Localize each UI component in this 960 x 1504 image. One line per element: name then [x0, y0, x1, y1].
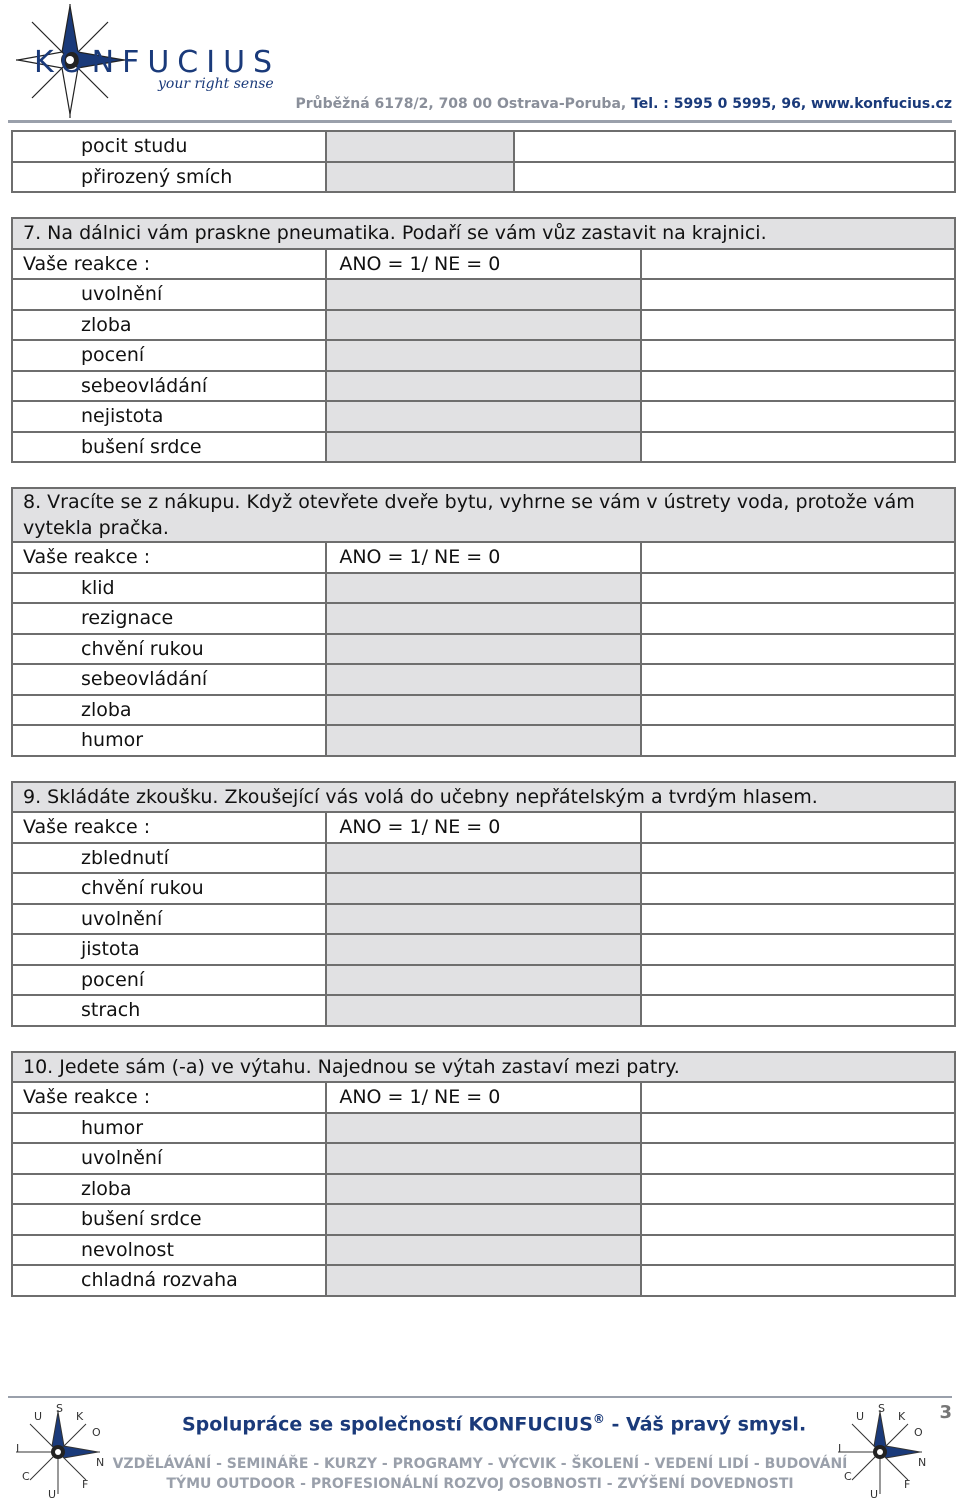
svg-text:I: I: [16, 1442, 20, 1455]
svg-text:K: K: [76, 1410, 84, 1423]
answer-heading: ANO = 1/ NE = 0: [326, 812, 640, 843]
table-row: [12, 995, 955, 1026]
note-cell[interactable]: [641, 664, 955, 695]
table-row: [12, 1265, 955, 1296]
reaction-label: chvění rukou: [12, 873, 326, 904]
note-cell: [641, 542, 955, 573]
note-cell[interactable]: [641, 725, 955, 756]
answer-cell[interactable]: [326, 310, 640, 341]
question-table-7: [11, 217, 956, 463]
answer-cell[interactable]: [326, 573, 640, 604]
footer-slogan: - Váš pravý smysl.: [604, 1413, 807, 1436]
answer-cell[interactable]: [326, 1174, 640, 1205]
reaction-heading: Vaše reakce :: [12, 812, 326, 843]
question-text: 9. Skládáte zkoušku. Zkoušející vás volá do učebny nepřátelským a tvrdým hlasem.: [12, 782, 955, 813]
question-row: [12, 782, 955, 813]
note-cell[interactable]: [641, 401, 955, 432]
table-row: [12, 934, 955, 965]
reaction-label: pocení: [12, 965, 326, 996]
note-cell[interactable]: [641, 1265, 955, 1296]
table-row: [12, 1143, 955, 1174]
answer-cell[interactable]: [326, 1235, 640, 1266]
table-row: [12, 1235, 955, 1266]
svg-text:N: N: [918, 1456, 927, 1469]
table-row: [12, 310, 955, 341]
table-row: [12, 1174, 955, 1205]
page-header: [0, 0, 960, 125]
answer-cell[interactable]: [326, 603, 640, 634]
svg-text:U: U: [870, 1488, 879, 1500]
svg-text:F: F: [82, 1478, 89, 1491]
svg-text:U: U: [34, 1410, 43, 1423]
answer-cell[interactable]: [326, 873, 640, 904]
footer-services-line-2: TÝMU OUTDOOR - PROFESIONÁLNÍ ROZVOJ OSOBNOSTI - ZVÝŠENÍ DOVEDNOSTI: [166, 1476, 794, 1492]
question-table-10: [11, 1051, 956, 1297]
note-cell[interactable]: [641, 873, 955, 904]
reaction-label: strach: [12, 995, 326, 1026]
answer-cell[interactable]: [326, 432, 640, 463]
answer-cell[interactable]: [326, 634, 640, 665]
reaction-heading: Vaše reakce :: [12, 542, 326, 573]
reaction-label: klid: [12, 573, 326, 604]
reaction-label: humor: [12, 1113, 326, 1144]
table-row: [12, 1113, 955, 1144]
svg-text:S: S: [56, 1404, 63, 1415]
answer-cell[interactable]: [326, 1204, 640, 1235]
answer-cell[interactable]: [326, 725, 640, 756]
answer-cell[interactable]: [326, 695, 640, 726]
note-cell: [641, 249, 955, 280]
reaction-label: humor: [12, 725, 326, 756]
table-row: [12, 131, 955, 162]
reaction-label: uvolnění: [12, 904, 326, 935]
table-row: [12, 340, 955, 371]
konfucius-logo: [8, 2, 308, 120]
table-row: [12, 573, 955, 604]
answer-cell[interactable]: [326, 340, 640, 371]
table-row: [12, 371, 955, 402]
svg-text:your right sense: your right sense: [158, 76, 274, 92]
reaction-header-row: [12, 1082, 955, 1113]
footer-divider: [8, 1396, 952, 1398]
answer-heading: ANO = 1/ NE = 0: [326, 249, 640, 280]
table-row: [12, 843, 955, 874]
note-cell[interactable]: [641, 695, 955, 726]
reaction-label: sebeovládání: [12, 371, 326, 402]
svg-text:KONFUCIUS: KONFUCIUS: [34, 45, 281, 80]
reaction-label: zloba: [12, 695, 326, 726]
answer-cell[interactable]: [326, 162, 514, 193]
questionnaire: [11, 130, 956, 1297]
footer-title: [182, 1412, 806, 1435]
question-table-9: [11, 781, 956, 1027]
contact-text[interactable]: Tel. : 5995 0 5995, 96, www.konfucius.cz: [631, 96, 952, 112]
reaction-label: přirozený smích: [12, 162, 326, 193]
svg-text:S: S: [878, 1404, 885, 1415]
reaction-header-row: [12, 249, 955, 280]
question-table-8: [11, 487, 956, 757]
note-cell[interactable]: [641, 965, 955, 996]
note-cell[interactable]: [641, 310, 955, 341]
question-text: 7. Na dálnici vám praskne pneumatika. Podaří se vám vůz zastavit na krajnici.: [12, 218, 955, 249]
svg-text:O: O: [914, 1426, 923, 1439]
answer-cell[interactable]: [326, 401, 640, 432]
reaction-label: chvění rukou: [12, 634, 326, 665]
table-row: [12, 1204, 955, 1235]
page-number: 3: [939, 1402, 952, 1423]
table-row: [12, 695, 955, 726]
reaction-label: uvolnění: [12, 279, 326, 310]
svg-text:N: N: [96, 1456, 105, 1469]
question-text: 8. Vracíte se z nákupu. Když otevřete dveře bytu, vyhrne se vám v ústrety voda, protože vám vytekla pračka.: [12, 488, 955, 542]
answer-heading: ANO = 1/ NE = 0: [326, 542, 640, 573]
question-table-6-tail: [11, 130, 956, 193]
answer-cell[interactable]: [326, 934, 640, 965]
reaction-label: uvolnění: [12, 1143, 326, 1174]
note-cell[interactable]: [641, 1174, 955, 1205]
answer-cell[interactable]: [326, 279, 640, 310]
svg-text:U: U: [856, 1410, 865, 1423]
svg-text:K: K: [898, 1410, 906, 1423]
table-row: [12, 162, 955, 193]
note-cell[interactable]: [641, 1204, 955, 1235]
reaction-label: jistota: [12, 934, 326, 965]
svg-text:U: U: [48, 1488, 57, 1500]
reaction-label: zloba: [12, 310, 326, 341]
note-cell[interactable]: [641, 995, 955, 1026]
reaction-header-row: [12, 542, 955, 573]
header-divider: [8, 120, 952, 123]
reaction-label: bušení srdce: [12, 432, 326, 463]
reaction-label: rezignace: [12, 603, 326, 634]
table-row: [12, 873, 955, 904]
note-cell[interactable]: [641, 1113, 955, 1144]
question-row: [12, 218, 955, 249]
question-row: [12, 488, 955, 542]
note-cell[interactable]: [641, 1235, 955, 1266]
note-cell[interactable]: [641, 1143, 955, 1174]
reaction-label: chladná rozvaha: [12, 1265, 326, 1296]
note-cell[interactable]: [641, 432, 955, 463]
svg-text:C: C: [22, 1470, 30, 1483]
table-row: [12, 432, 955, 463]
question-text: 10. Jedete sám (-a) ve výtahu. Najednou se výtah zastaví mezi patry.: [12, 1052, 955, 1083]
answer-cell[interactable]: [326, 1113, 640, 1144]
answer-cell[interactable]: [326, 995, 640, 1026]
reaction-heading: Vaše reakce :: [12, 249, 326, 280]
reaction-label: pocení: [12, 340, 326, 371]
footer-services-line-1: VZDĚLÁVÁNÍ - SEMINÁŘE - KURZY - PROGRAMY - VÝCVIK - ŠKOLENÍ - VEDENÍ LIDÍ - BUDOVÁNÍ: [112, 1456, 848, 1472]
reaction-label: zloba: [12, 1174, 326, 1205]
note-cell[interactable]: [641, 371, 955, 402]
note-cell[interactable]: [641, 634, 955, 665]
reaction-label: zblednutí: [12, 843, 326, 874]
table-row: [12, 279, 955, 310]
note-cell[interactable]: [641, 934, 955, 965]
note-cell[interactable]: [514, 162, 955, 193]
note-cell[interactable]: [641, 573, 955, 604]
answer-cell[interactable]: [326, 1265, 640, 1296]
reaction-label: bušení srdce: [12, 1204, 326, 1235]
reaction-label: pocit studu: [12, 131, 326, 162]
note-cell[interactable]: [514, 131, 955, 162]
note-cell[interactable]: [641, 843, 955, 874]
reaction-label: nejistota: [12, 401, 326, 432]
answer-cell[interactable]: [326, 131, 514, 162]
table-row: [12, 634, 955, 665]
answer-cell[interactable]: [326, 843, 640, 874]
svg-text:C: C: [844, 1470, 852, 1483]
answer-cell[interactable]: [326, 664, 640, 695]
reaction-header-row: [12, 812, 955, 843]
question-row: [12, 1052, 955, 1083]
answer-cell[interactable]: [326, 965, 640, 996]
table-row: [12, 904, 955, 935]
note-cell: [641, 1082, 955, 1113]
note-cell[interactable]: [641, 603, 955, 634]
answer-heading: ANO = 1/ NE = 0: [326, 1082, 640, 1113]
answer-cell[interactable]: [326, 1143, 640, 1174]
note-cell[interactable]: [641, 904, 955, 935]
registered-mark: ®: [592, 1412, 605, 1426]
answer-cell[interactable]: [326, 904, 640, 935]
company-address: [295, 96, 952, 112]
table-row: [12, 725, 955, 756]
note-cell[interactable]: [641, 340, 955, 371]
footer-title-text: Spolupráce se společností KONFUCIUS: [182, 1413, 593, 1436]
svg-text:I: I: [838, 1442, 842, 1455]
reaction-label: sebeovládání: [12, 664, 326, 695]
answer-cell[interactable]: [326, 371, 640, 402]
note-cell[interactable]: [641, 279, 955, 310]
svg-text:O: O: [92, 1426, 101, 1439]
reaction-heading: Vaše reakce :: [12, 1082, 326, 1113]
note-cell: [641, 812, 955, 843]
table-row: [12, 603, 955, 634]
address-text: Průběžná 6178/2, 708 00 Ostrava-Poruba,: [295, 96, 627, 112]
table-row: [12, 401, 955, 432]
svg-text:F: F: [904, 1478, 911, 1491]
reaction-label: nevolnost: [12, 1235, 326, 1266]
table-row: [12, 664, 955, 695]
table-row: [12, 965, 955, 996]
